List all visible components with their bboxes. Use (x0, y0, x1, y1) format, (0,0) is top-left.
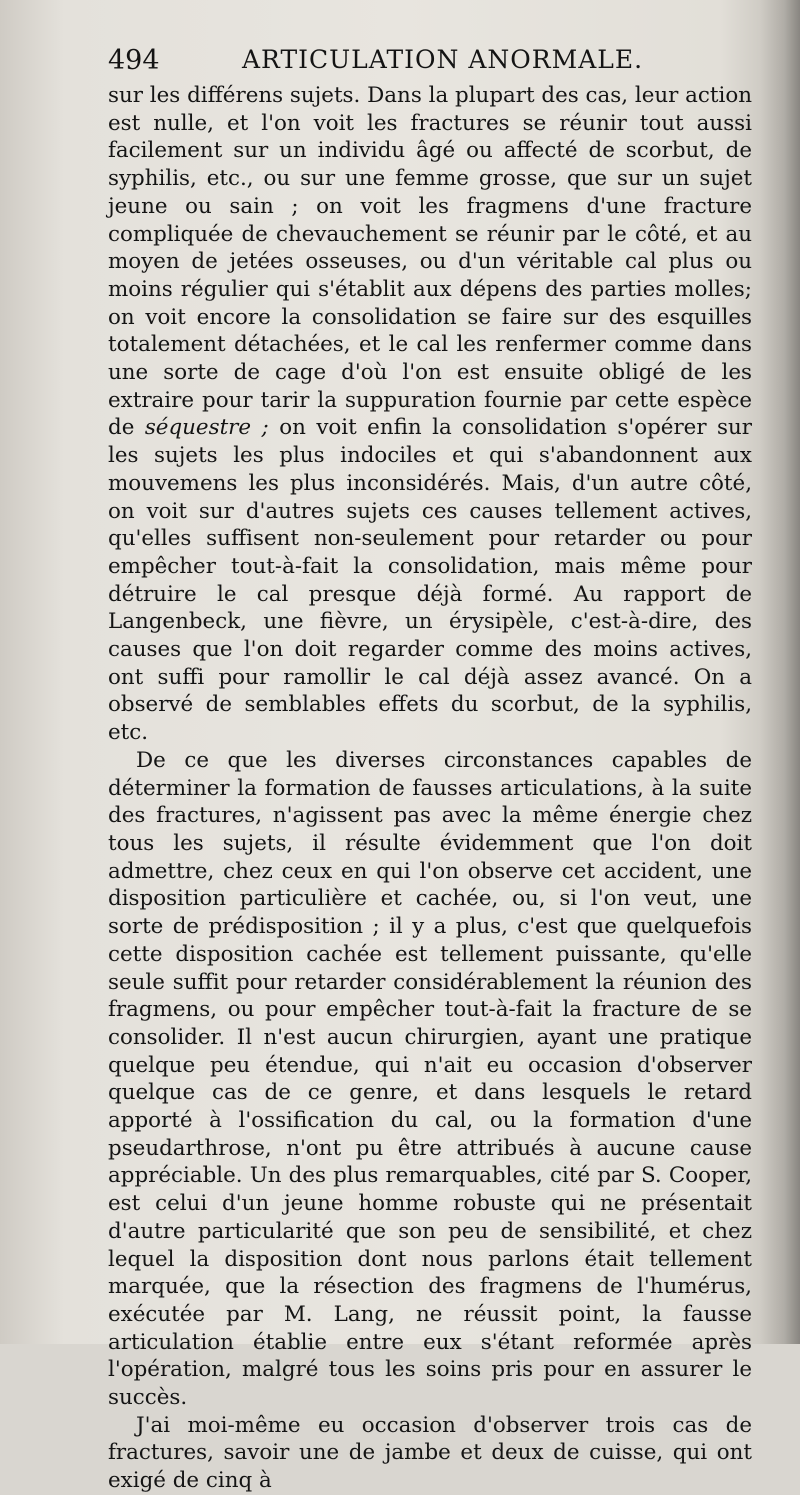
page-edge-shadow (760, 0, 800, 1344)
paragraph-3: J'ai moi-même eu occasion d'observer trois cas de fractures, savoir une de jambe et deux de cuisse, qui ont exigé de cinq à (108, 1412, 752, 1494)
page-header (108, 40, 748, 80)
paragraph-1 (108, 82, 752, 747)
paragraph-2: De ce que les diverses circonstances capables de déterminer la formation de fausses articulations, à la suite des fractures, n'agissent pas avec la même énergie chez tous les sujets, il résulte évidemment que l'on doit admettre, chez ceux en qui l'on observe cet accident, une disposition particulière et cachée, ou, si l'on veut, une sorte de prédisposition ; il y a plus, c'est que quelquefois cette disposition cachée est tellement puissante, qu'elle seule suffit pour retarder considérablement la réunion des fragmens, ou pour empêcher tout-à-fait la fracture de se consolider. Il n'est aucun chirurgien, ayant une pratique quelque peu étendue, qui n'ait eu occasion d'observer quelque cas de ce genre, et dans lesquels le retard apporté à l'ossification du cal, ou la formation d'une pseudarthrose, n'ont pu être attribués à aucune cause appréciable. Un des plus remarquables, cité par S. Cooper, est celui d'un jeune homme robuste qui ne présentait d'autre particularité que son peu de sensibilité, et chez lequel la disposition dont nous parlons était tellement marquée, que la résection des fragmens de l'humérus, exécutée par M. Lang, ne réussit point, la fausse articulation établie entre eux s'étant reformée après l'opération, malgré tous les soins pris pour en assurer le succès. (108, 747, 752, 1411)
running-title: ARTICULATION ANORMALE. (242, 45, 644, 74)
page-number: 494 (108, 45, 160, 76)
paragraph-1-text-before: sur les différens sujets. Dans la plupart des cas, leur action est nulle, et l'on voit les fractures se réunir tout aussi facilement sur un individu âgé ou affecté de scorbut, de syphilis, etc., ou sur une femme grosse, que sur un sujet jeune ou sain ; on voit les fragmens d'une fracture compliquée de chevauchement se réunir par le côté, et au moyen de jetées osseuses, ou d'un véritable cal plus ou moins régulier qui s'établit aux dépens des parties molles; on voit encore la consolidation se faire sur des esquilles totalement détachées, et le cal les renfermer comme dans une sorte de cage d'où l'on est ensuite obligé de les extraire pour tarir la suppuration fournie par cette espèce de (108, 83, 752, 441)
body-text (108, 82, 752, 1495)
paragraph-1-italic-term: séquestre ; (144, 415, 269, 441)
paragraph-1-text-after: on voit enfin la consolidation s'opérer sur les sujets les plus indociles et qui s'abandonnent aux mouvemens les plus inconsidérés. Mais, d'un autre côté, on voit sur d'autres sujets ces causes tellement actives, qu'elles suffisent non-seulement pour retarder ou pour empêcher tout-à-fait la consolidation, mais même pour détruire le cal presque déjà formé. Au rapport de Langenbeck, une fièvre, un érysipèle, c'est-à-dire, des causes que l'on doit regarder comme des moins actives, ont suffi pour ramollir le cal déjà assez avancé. On a observé de semblables effets du scorbut, de la syphilis, etc. (108, 415, 753, 746)
